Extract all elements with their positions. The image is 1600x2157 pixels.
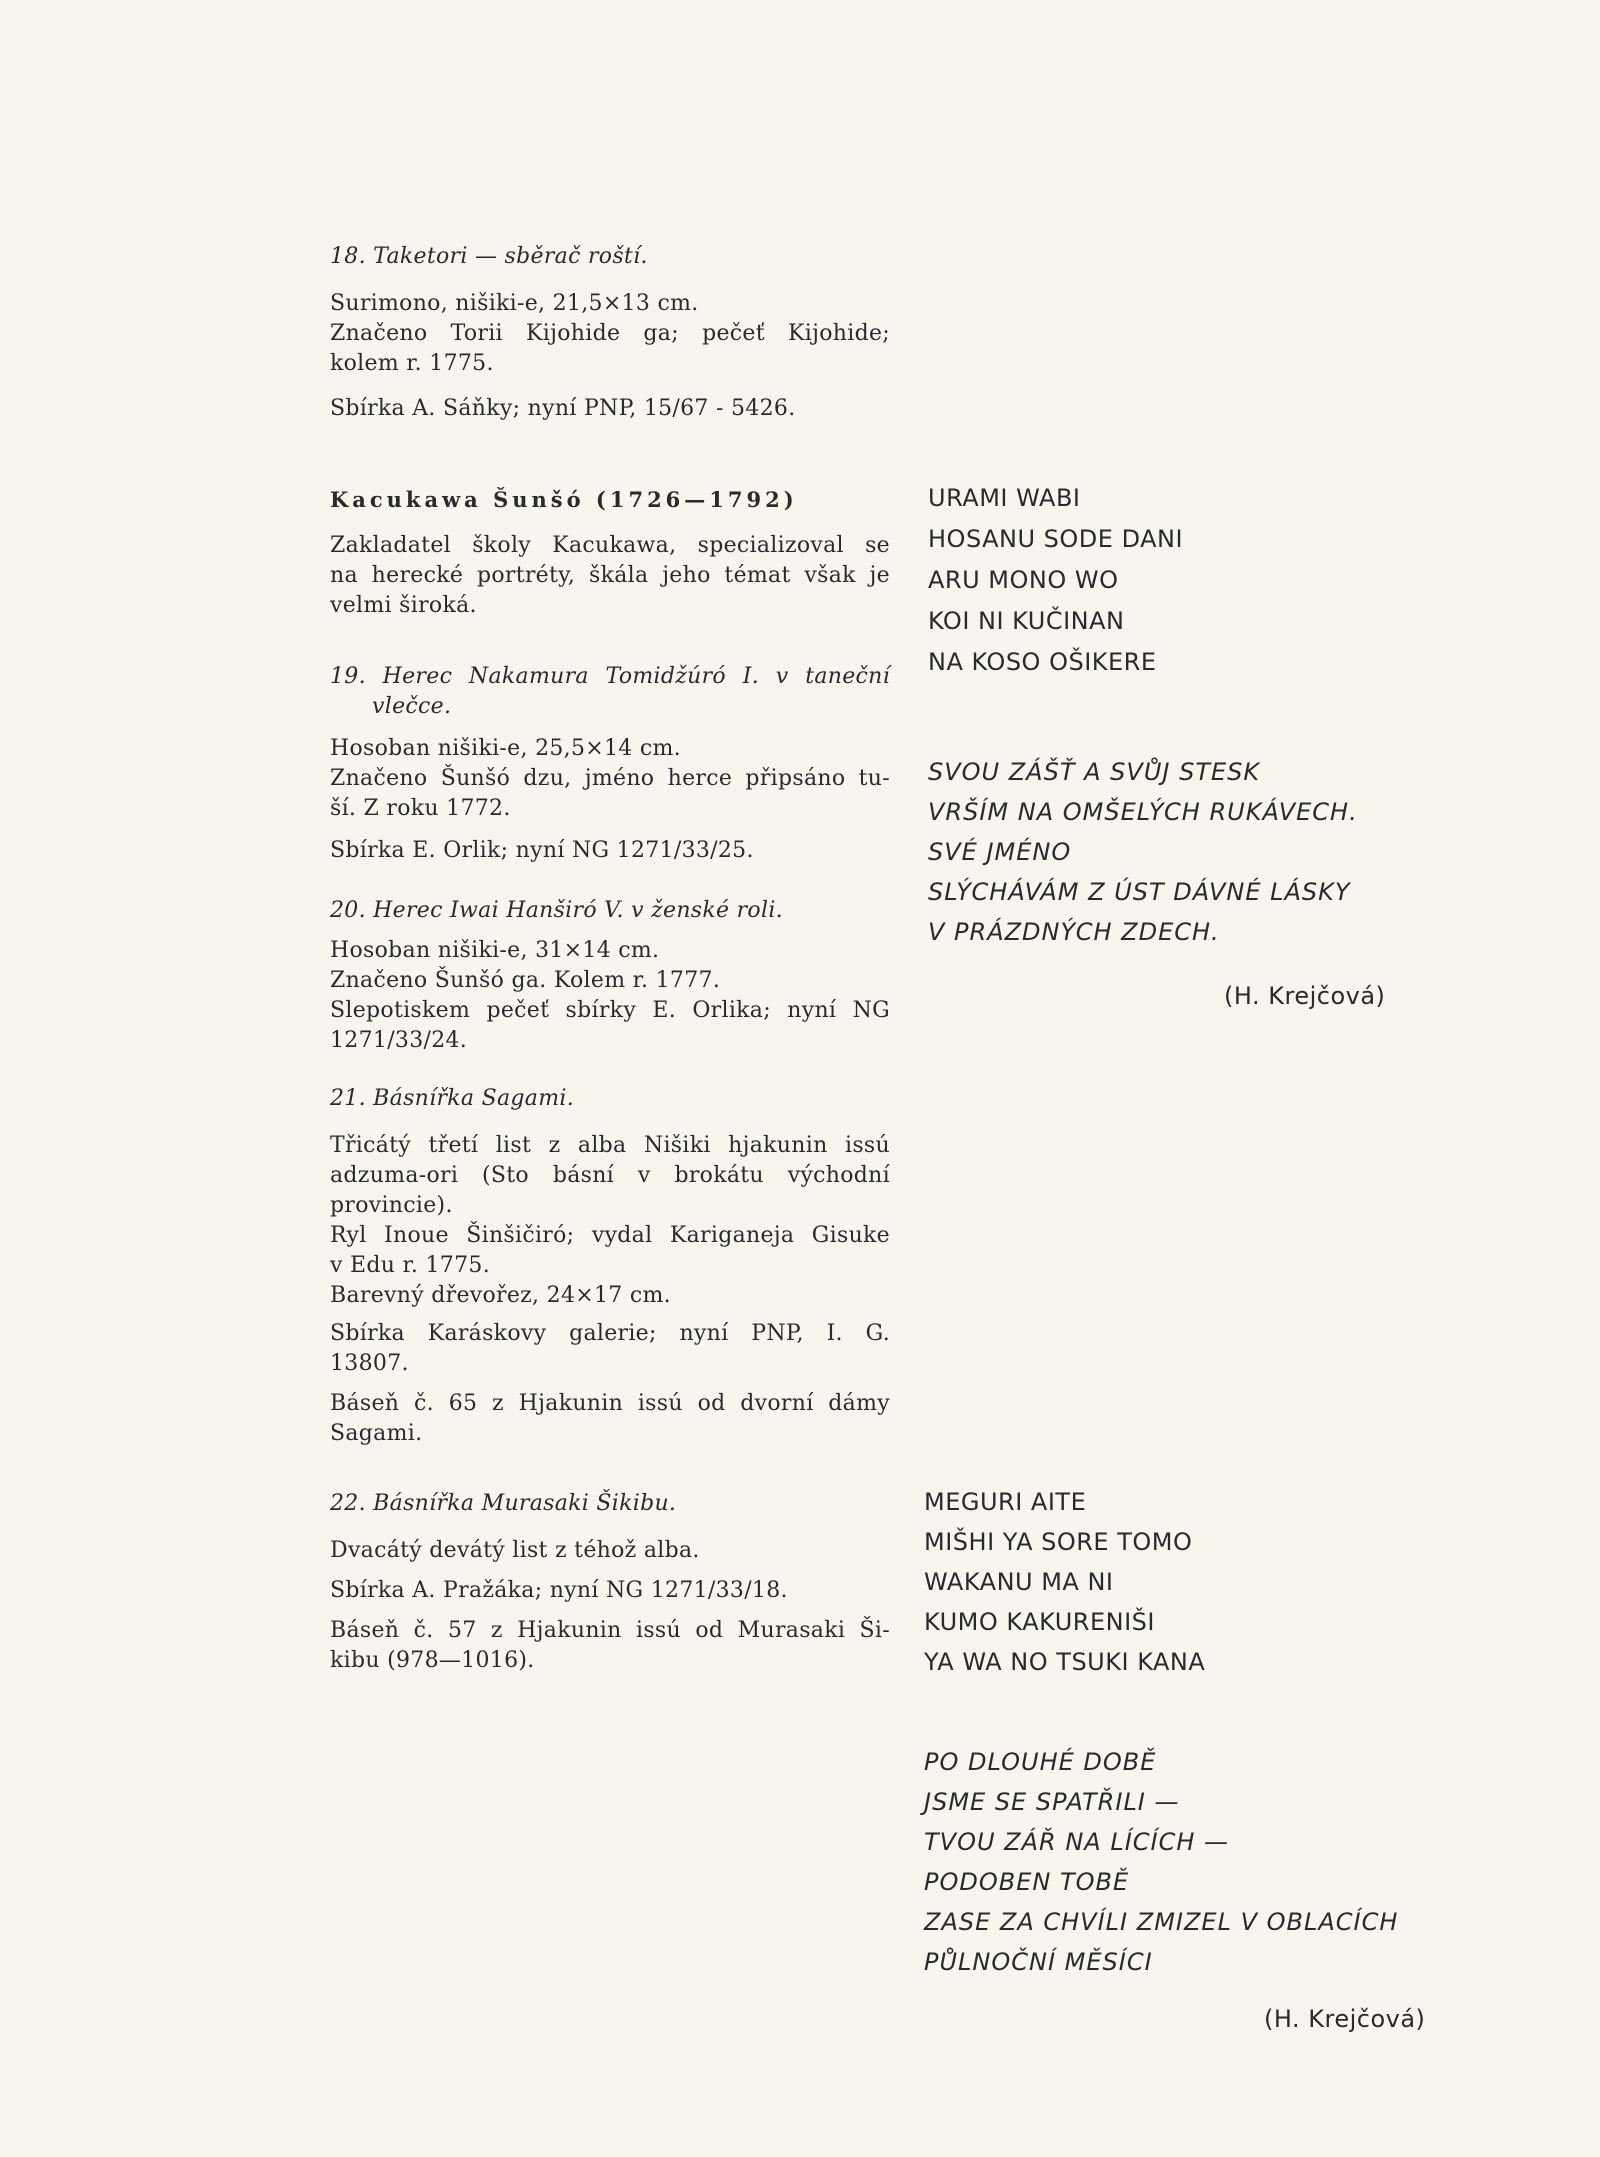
- poem-2-line: MEGURI AITE: [924, 1488, 1087, 1516]
- entry-22-line: Dvacátý devátý list z téhož alba.: [330, 1538, 700, 1563]
- entry-20-line: Značeno Šunšó ga. Kolem r. 1777.: [330, 968, 721, 993]
- entry-21-note: Báseň č. 65 z Hjakunin issú od dvorní dámy: [330, 1391, 890, 1416]
- entry-22-note: kibu (978—1016).: [330, 1648, 535, 1673]
- entry-21-title: 21. Básnířka Sagami.: [330, 1086, 574, 1111]
- poem-1-line: KOI NI KUČINAN: [928, 607, 1125, 635]
- entry-21-line: Třicátý třetí list z alba Nišiki hjakunin issú: [330, 1133, 890, 1158]
- entry-20-line: Hosoban nišiki-e, 31×14 cm.: [330, 938, 660, 963]
- entry-19-collection: Sbírka E. Orlik; nyní NG 1271/33/25.: [330, 838, 754, 863]
- entry-22-title: 22. Básnířka Murasaki Šikibu.: [330, 1491, 677, 1516]
- entry-18-line: kolem r. 1775.: [330, 351, 494, 376]
- entry-21-line: v Edu r. 1775.: [330, 1253, 490, 1278]
- entry-19-line: Značeno Šunšó dzu, jméno herce připsáno tu-: [330, 766, 890, 791]
- poem-1-line: NA KOSO OŠIKERE: [928, 648, 1157, 676]
- entry-19-line: Hosoban nišiki-e, 25,5×14 cm.: [330, 736, 681, 761]
- author-heading: Kacukawa Šunšó (1726—1792): [330, 487, 798, 512]
- entry-20-title: 20. Herec Iwai Hanširó V. v ženské roli.: [330, 898, 783, 923]
- author-bio-line: Zakladatel školy Kacukawa, specializoval se: [330, 533, 890, 558]
- entry-21-note: Sagami.: [330, 1421, 423, 1446]
- entry-18-line: Surimono, nišiki-e, 21,5×13 cm.: [330, 291, 699, 316]
- translation-1-line: SVÉ JMÉNO: [928, 838, 1072, 866]
- entry-20-line: Slepotiskem pečeť sbírky E. Orlika; nyní NG: [330, 998, 890, 1023]
- translation-1-line: VRŠÍM NA OMŠELÝCH RUKÁVECH.: [928, 798, 1358, 826]
- translation-1-line: V PRÁZDNÝCH ZDECH.: [928, 918, 1220, 946]
- entry-20-line: 1271/33/24.: [330, 1028, 468, 1053]
- translation-2-line: ZASE ZA CHVÍLI ZMIZEL V OBLACÍCH: [924, 1908, 1399, 1936]
- entry-19-title: 19. Herec Nakamura Tomidžúró I. v taneční: [330, 664, 890, 689]
- translation-2-line: PO DLOUHÉ DOBĚ: [924, 1748, 1157, 1776]
- poem-2-line: WAKANU MA NI: [924, 1568, 1114, 1596]
- entry-18-line: Značeno Torii Kijohide ga; pečeť Kijohide;: [330, 321, 890, 346]
- entry-21-collection: Sbírka Karáskovy galerie; nyní PNP, I. G.: [330, 1321, 890, 1346]
- entry-21-line: Barevný dřevořez, 24×17 cm.: [330, 1283, 671, 1308]
- poem-2-line: MIŠHI YA SORE TOMO: [924, 1528, 1193, 1556]
- entry-19-line: ší. Z roku 1772.: [330, 796, 511, 821]
- translator-credit: (H. Krejčová): [1224, 982, 1386, 1010]
- translation-2-line: PŮLNOČNÍ MĚSÍCI: [924, 1948, 1153, 1976]
- translation-2-line: PODOBEN TOBĚ: [924, 1868, 1130, 1896]
- poem-2-line: YA WA NO TSUKI KANA: [924, 1648, 1206, 1676]
- entry-21-line: Ryl Inoue Šinšičiró; vydal Kariganeja Gisuke: [330, 1223, 890, 1248]
- entry-18-title: 18. Taketori — sběrač roští.: [330, 244, 648, 269]
- poem-2-line: KUMO KAKURENIŠI: [924, 1608, 1155, 1636]
- entry-19-title: vlečce.: [372, 694, 452, 719]
- entry-22-note: Báseň č. 57 z Hjakunin issú od Murasaki Ši-: [330, 1618, 890, 1643]
- entry-22-collection: Sbírka A. Pražáka; nyní NG 1271/33/18.: [330, 1578, 788, 1603]
- entry-18-collection: Sbírka A. Sáňky; nyní PNP, 15/67 - 5426.: [330, 396, 796, 421]
- translation-2-line: JSME SE SPATŘILI —: [924, 1788, 1180, 1816]
- translation-1-line: SVOU ZÁŠŤ A SVŮJ STESK: [928, 758, 1261, 786]
- entry-21-line: adzuma-ori (Sto básní v brokátu východní: [330, 1163, 890, 1188]
- author-bio-line: na herecké portréty, škála jeho témat však je: [330, 563, 890, 588]
- entry-21-line: provincie).: [330, 1193, 453, 1218]
- entry-21-collection: 13807.: [330, 1351, 409, 1376]
- poem-1-line: URAMI WABI: [928, 484, 1081, 512]
- poem-1-line: HOSANU SODE DANI: [928, 525, 1184, 553]
- poem-1-line: ARU MONO WO: [928, 566, 1119, 594]
- translation-2-line: TVOU ZÁŘ NA LÍCÍCH —: [924, 1828, 1230, 1856]
- translator-credit: (H. Krejčová): [1264, 2005, 1426, 2033]
- translation-1-line: SLÝCHÁVÁM Z ÚST DÁVNÉ LÁSKY: [928, 878, 1351, 906]
- author-bio-line: velmi široká.: [330, 593, 477, 618]
